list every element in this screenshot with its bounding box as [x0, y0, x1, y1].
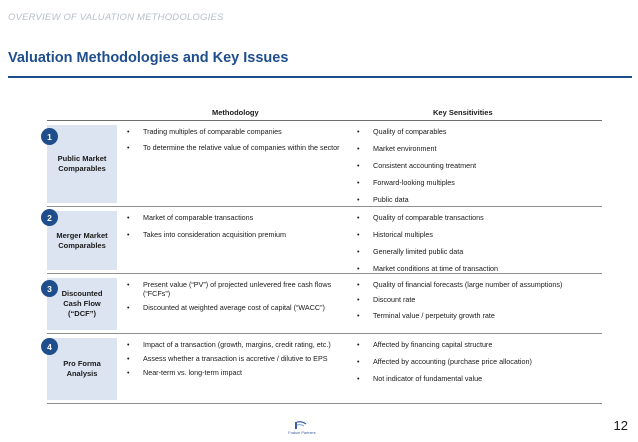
sensitivities-cell: [357, 213, 602, 273]
sensitivity-item: • Public data: [357, 195, 602, 204]
methodology-item: • Trading multiples of comparable companies: [127, 127, 357, 136]
methodology-item: • Present value (“PV”) of projected unlevered free cash flows (“FCFs”): [127, 280, 357, 298]
methodology-cell: [127, 280, 357, 312]
sensitivity-item: • Not indicator of fundamental value: [357, 374, 602, 383]
methodology-cell: [127, 213, 357, 239]
sensitivity-item: • Historical multiples: [357, 230, 602, 239]
logo-mark-icon: [294, 421, 308, 430]
column-header-key-sensitivities: Key Sensitivities: [433, 108, 493, 117]
sensitivity-item: • Forward-looking multiples: [357, 178, 602, 187]
sensitivity-item: • Quality of comparables: [357, 127, 602, 136]
methodology-item: • To determine the relative value of companies within the sector: [127, 143, 357, 152]
row-label: Pro Forma Analysis: [63, 359, 101, 378]
row-label: Merger Market Comparables: [56, 230, 108, 250]
column-header-methodology: Methodology: [212, 108, 259, 117]
row-number-badge: 1: [41, 128, 58, 145]
table-row: [47, 334, 602, 404]
row-number-badge: 2: [41, 209, 58, 226]
methodology-item: • Market of comparable transactions: [127, 213, 357, 222]
methodology-cell: [127, 340, 357, 377]
methodology-cell: [127, 127, 357, 152]
table-row: [47, 121, 602, 207]
sensitivity-item: • Discount rate: [357, 295, 602, 304]
sensitivities-cell: [357, 127, 602, 204]
table-row: [47, 207, 602, 274]
row-label: Discounted Cash Flow (“DCF”): [61, 289, 103, 318]
sensitivity-item: • Consistent accounting treatment: [357, 161, 602, 170]
section-header: OVERVIEW OF VALUATION METHODOLOGIES: [8, 12, 224, 23]
page-title: Valuation Methodologies and Key Issues: [8, 50, 289, 66]
sensitivity-item: • Quality of financial forecasts (large number of assumptions): [357, 280, 602, 289]
page-number: 12: [613, 418, 628, 433]
methodology-item: • Near-term vs. long-term impact: [127, 368, 357, 377]
sensitivity-item: • Generally limited public data: [357, 247, 602, 256]
methodology-item: • Impact of a transaction (growth, margins, credit rating, etc.): [127, 340, 357, 349]
row-label: Public Market Comparables: [57, 154, 107, 173]
row-number-badge: 4: [41, 338, 58, 355]
sensitivity-item: • Quality of comparable transactions: [357, 213, 602, 222]
company-logo: [282, 421, 322, 437]
methodology-item: • Discounted at weighted average cost of capital (“WACC”): [127, 303, 357, 312]
row-divider: [47, 403, 602, 404]
methodology-item: • Assess whether a transaction is accretive / dilutive to EPS: [127, 354, 357, 363]
title-underline: [8, 76, 632, 78]
row-number-badge: 3: [41, 280, 58, 297]
table-row: [47, 274, 602, 334]
sensitivity-item: • Affected by accounting (purchase price allocation): [357, 357, 602, 366]
sensitivity-item: • Terminal value / perpetuity growth rate: [357, 311, 602, 320]
sensitivity-item: • Market environment: [357, 144, 602, 153]
sensitivity-item: • Market conditions at time of transaction: [357, 264, 602, 273]
sensitivities-cell: [357, 280, 602, 320]
logo-text: Fratum Partners: [288, 431, 316, 435]
sensitivity-item: • Affected by financing capital structure: [357, 340, 602, 349]
sensitivities-cell: [357, 340, 602, 383]
methodology-item: • Takes into consideration acquisition premium: [127, 230, 357, 239]
